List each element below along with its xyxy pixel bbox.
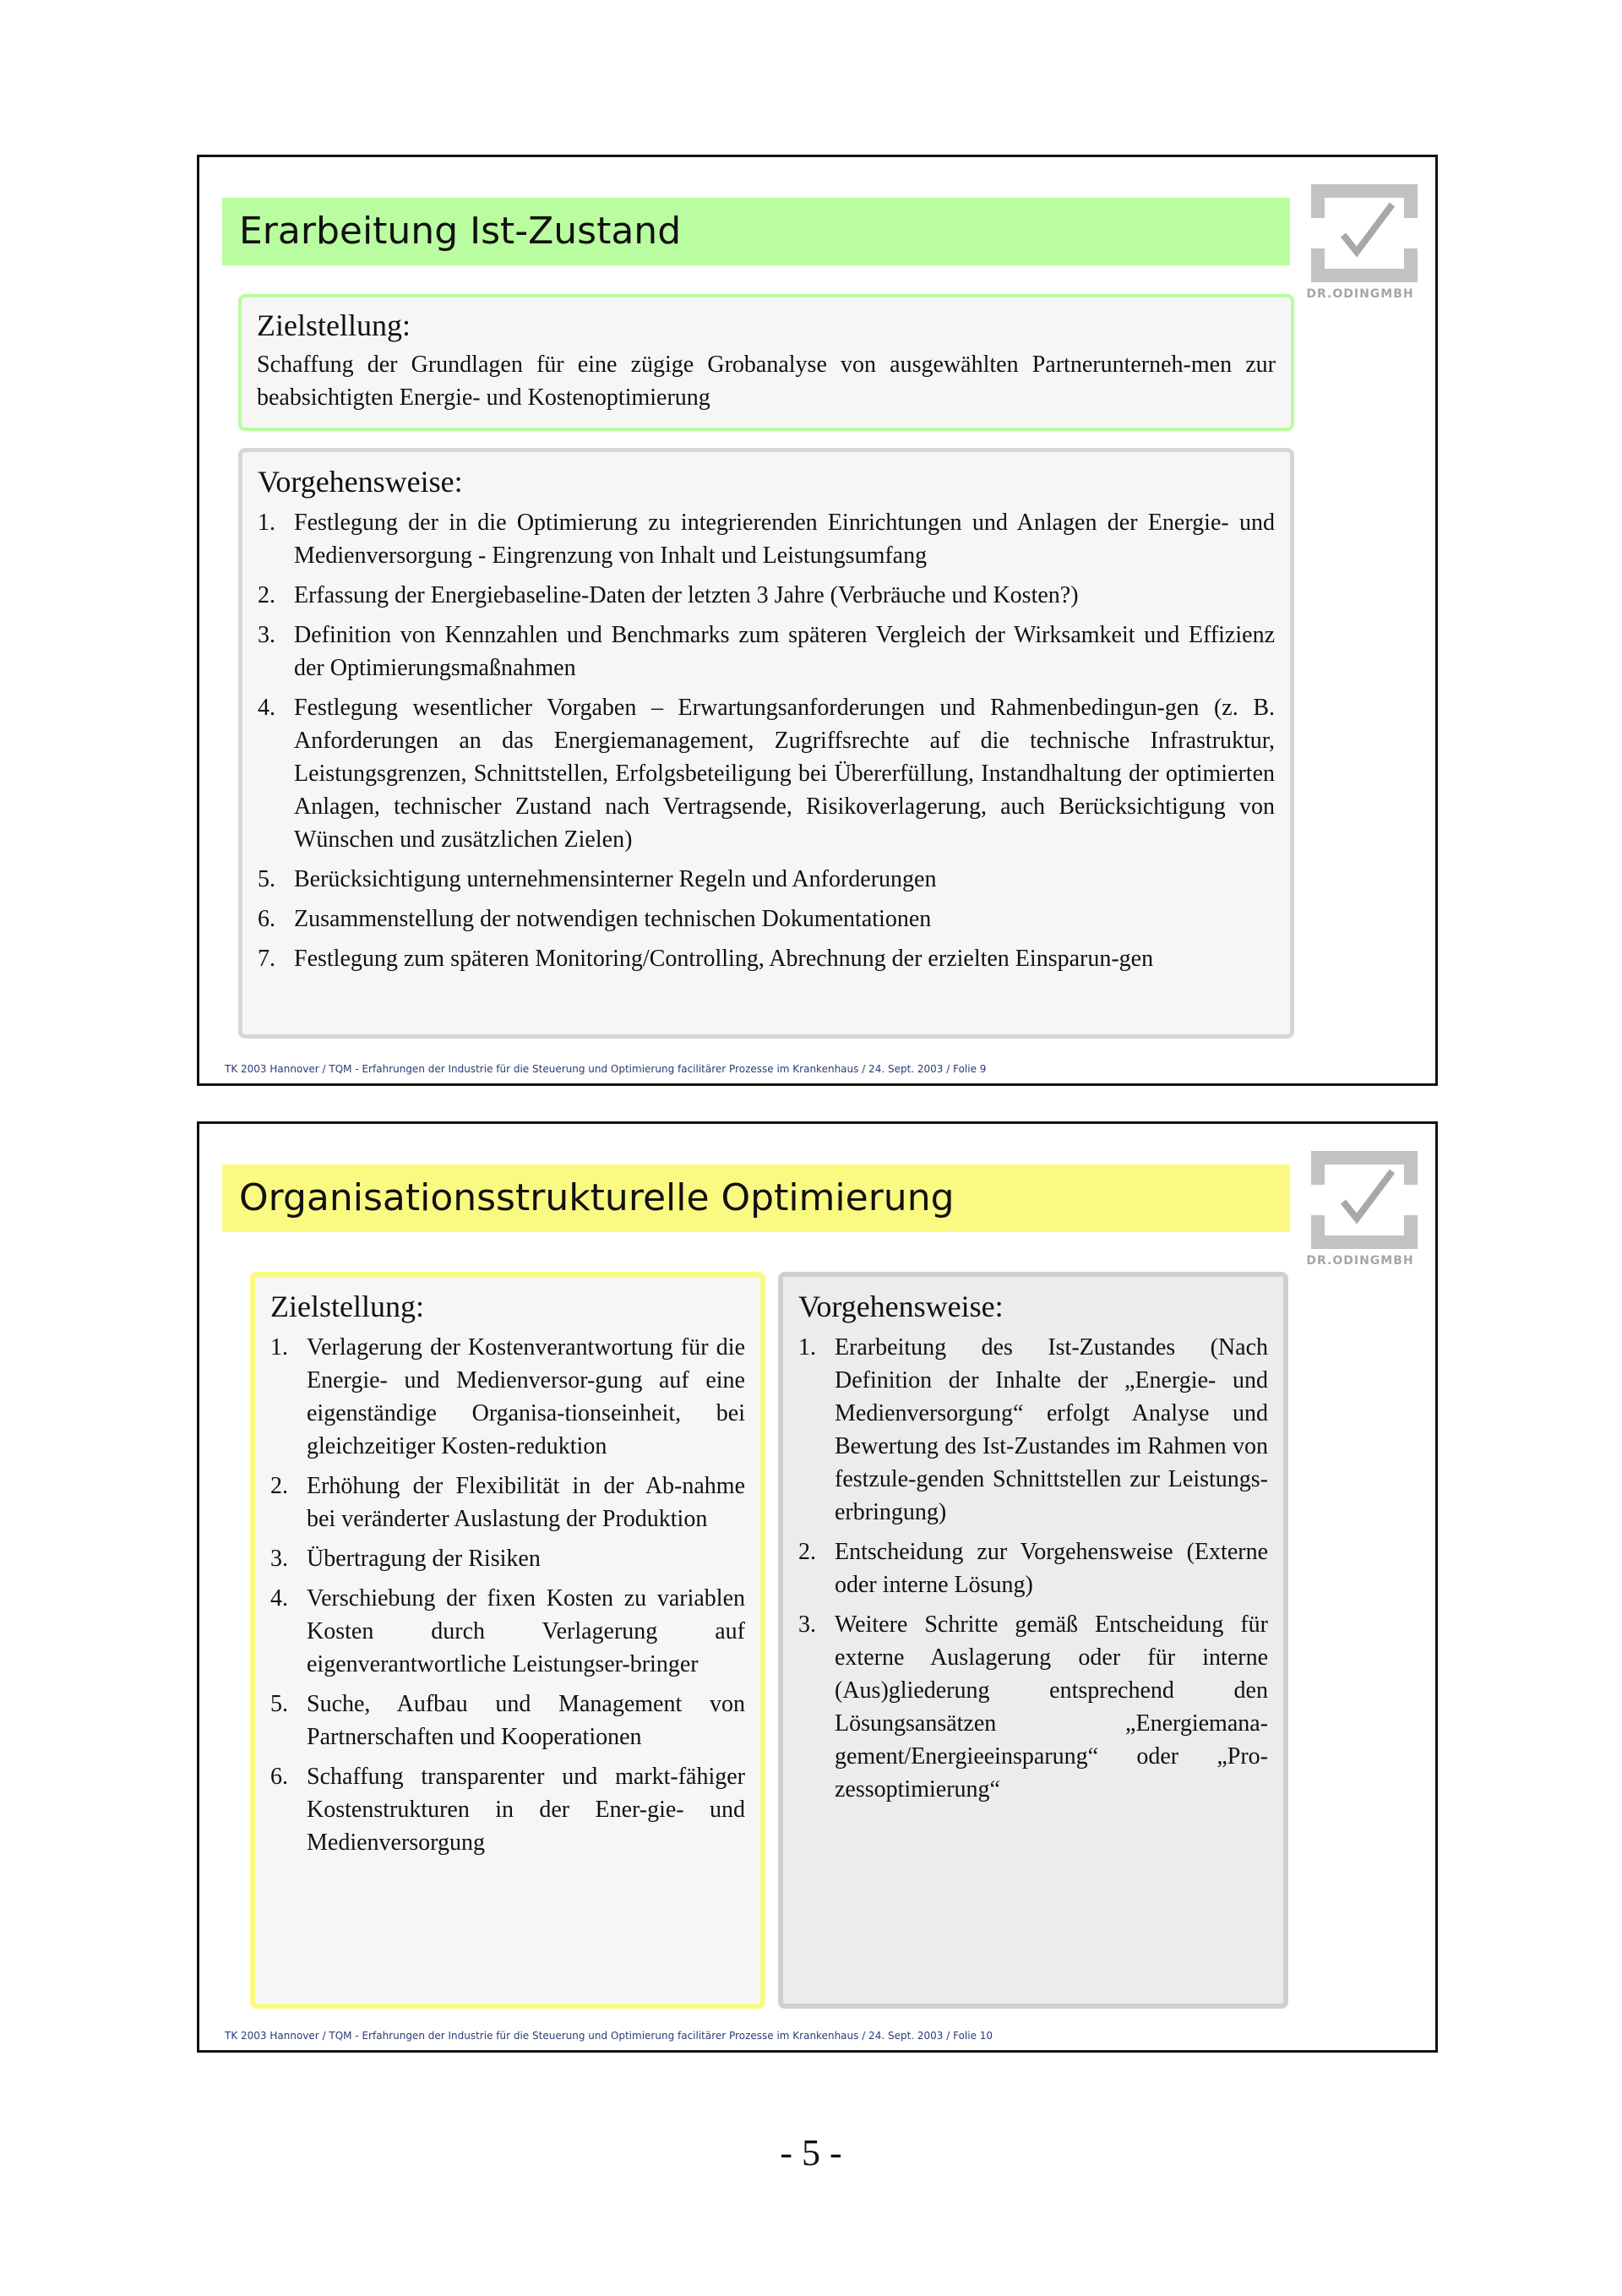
list-item: 2. Erfassung der Energiebaseline-Daten der letzten 3 Jahre (Verbräuche und Kosten?) bbox=[258, 582, 1079, 608]
slide-2 bbox=[197, 1121, 1438, 2053]
list-item: 1. Erarbeitung des Ist-Zustandes (Nach Definition der Inhalte der „Energie- und Medienversorgung“ erfolgt Analyse und Bewertung des Ist-Zustandes im Rahmen von festzule-genden Schnittstellen zur Leistungs-erbringung) bbox=[798, 1334, 1268, 1525]
procedure-heading: Vorgehensweise: bbox=[798, 1290, 1004, 1323]
slide-title: Erarbeitung Ist-Zustand bbox=[222, 198, 1290, 265]
procedure-list bbox=[258, 506, 1275, 975]
list-item: 6. Zusammenstellung der notwendigen technischen Dokumentationen bbox=[258, 906, 932, 932]
procedure-list bbox=[798, 1331, 1268, 1806]
goal-heading: Zielstellung: bbox=[270, 1290, 424, 1323]
logo-text: DR.ODINGMBH bbox=[1306, 1254, 1414, 1268]
goal-box bbox=[250, 1272, 765, 2009]
company-logo bbox=[1305, 1149, 1423, 1268]
slide-title: Organisationsstrukturelle Optimierung bbox=[222, 1164, 1290, 1232]
goal-list bbox=[270, 1331, 745, 1859]
goal-heading: Zielstellung: bbox=[257, 308, 411, 342]
slide-footer: TK 2003 Hannover / TQM - Erfahrungen der Industrie für die Steuerung und Optimierung facilitärer Prozesse im Krankenhaus / 24. Sept. 2003 / Folie 10 bbox=[225, 2030, 993, 2042]
procedure-box bbox=[238, 448, 1294, 1039]
list-item: 3. Übertragung der Risiken bbox=[270, 1546, 541, 1572]
list-item: 3. Definition von Kennzahlen und Benchmarks zum späteren Vergleich der Wirksamkeit und Effizienz der Optimierungsmaßnahmen bbox=[258, 622, 1275, 681]
list-item: 3. Weitere Schritte gemäß Entscheidung für externe Auslagerung oder für interne (Aus)gliederung entsprechend den Lösungsansätzen „Energiemana-gement/Energieeinsparung“ oder „Pro-zessoptimierung“ bbox=[798, 1612, 1268, 1802]
page-number: - 5 - bbox=[780, 2132, 842, 2173]
list-item: 1. Verlagerung der Kostenverantwortung für die Energie- und Medienversor-gung auf eine eigenständige Organisa-tionseinheit, bei gleichzeitiger Kosten-reduktion bbox=[270, 1334, 745, 1459]
list-item: 1. Festlegung der in die Optimierung zu integrierenden Einrichtungen und Anlagen der Energie- und Medienversorgung - Eingrenzung von Inhalt und Leistungsumfang bbox=[258, 510, 1275, 569]
logo-text: DR.ODINGMBH bbox=[1306, 287, 1414, 301]
slide-footer: TK 2003 Hannover / TQM - Erfahrungen der Industrie für die Steuerung und Optimierung facilitärer Prozesse im Krankenhaus / 24. Sept. 2003 / Folie 9 bbox=[225, 1063, 987, 1075]
company-logo bbox=[1305, 183, 1423, 301]
list-item: 4. Festlegung wesentlicher Vorgaben – Erwartungsanforderungen und Rahmenbedingun-gen (z. B. Anforderungen an das Energiemanagement, Zugriffsrechte auf die technische Infrastruktur, Leistungsgrenzen, Schnittstellen, Erfolgsbeteiligung bei Übererfüllung, Instandhaltung der optimierten Anlagen, technischer Zustand nach Vertragsende, Risikoverlagerung, auch Berücksichtigung von Wünschen und zusätzlichen Zielen) bbox=[258, 695, 1275, 853]
checkmark-icon bbox=[1309, 1149, 1419, 1251]
procedure-box bbox=[778, 1272, 1288, 2009]
list-item: 5. Berücksichtigung unternehmensinterner Regeln und Anforderungen bbox=[258, 866, 937, 892]
procedure-heading: Vorgehensweise: bbox=[258, 465, 463, 499]
list-item: 4. Verschiebung der fixen Kosten zu variablen Kosten durch Verlagerung auf eigenverantwortliche Leistungser-bringer bbox=[270, 1585, 745, 1677]
list-item: 6. Schaffung transparenter und markt-fähiger Kostenstrukturen in der Ener-gie- und Medienversorgung bbox=[270, 1764, 745, 1856]
list-item: 2. Entscheidung zur Vorgehensweise (Externe oder interne Lösung) bbox=[798, 1539, 1268, 1598]
list-item: 7. Festlegung zum späteren Monitoring/Controlling, Abrechnung der erzielten Einsparun-gen bbox=[258, 946, 1154, 972]
list-item: 5. Suche, Aufbau und Management von Partnerschaften und Kooperationen bbox=[270, 1691, 745, 1750]
slide-1 bbox=[197, 155, 1438, 1086]
list-item: 2. Erhöhung der Flexibilität in der Ab-nahme bei veränderter Auslastung der Produktion bbox=[270, 1473, 745, 1532]
goal-box bbox=[238, 294, 1294, 431]
checkmark-icon bbox=[1309, 183, 1419, 284]
goal-text: Schaffung der Grundlagen für eine zügige Grobanalyse von ausgewählten Partnerunterneh-men zur beabsichtigten Energie- und Kostenoptimierung bbox=[257, 352, 1276, 411]
